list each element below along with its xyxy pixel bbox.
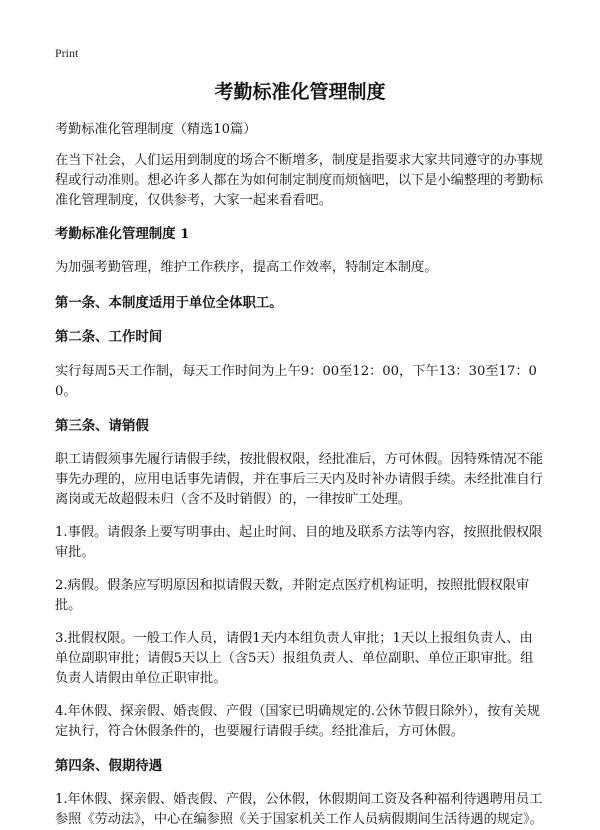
document-body [55,120,545,830]
article-heading: 第二条、工作时间 [55,329,163,345]
list-item: 1.年休假、探亲假、婚丧假、产假，公休假，休假期间工资及各种福利待遇聘用员工参照《劳动法》，中心在编参照《关于国家机关工作人员病假期间生活待遇的规定》。 [55,792,543,827]
article-heading: 第三条、请销假 [55,418,149,434]
article-paragraph: 实行每周5天工作制，每天工作时间为上午9：00至12：00，下午13：30至17：00。 [55,364,537,399]
list-item: 1.事假。请假条上要写明事由、起止时间、目的地及联系方法等内容，按照批假权限审批。 [55,525,543,560]
page-title: 考勤标准化管理制度 [214,81,386,103]
section-heading: 考勤标准化管理制度 1 [55,226,190,242]
article-heading: 第一条、本制度适用于单位全体职工。 [55,295,283,311]
article-paragraph: 职工请假须事先履行请假手续，按批假权限，经批准后，方可休假。因特殊情况不能事先办理的，应用电话事先请假，并在事后三天内及时补办请假手续。未经批准自行离岗或无故超假未归（含不及时销假）的，一律按旷工处理。 [55,452,543,507]
article-heading: 第四条、假期待遇 [55,758,163,774]
list-item: 4.年休假、探亲假、婚丧假、产假（国家已明确规定的.公休节假日除外），按有关规定执行，符合休假条件的，也要履行请假手续。经批准后，方可休假。 [55,704,540,739]
list-item: 3.批假权限。一般工作人员，请假1天内本组负责人审批；1天以上报组负责人、由单位副职审批；请假5天以上（含5天）报组负责人、单位副职、单位正职审批。组负责人请假由单位正职审批。 [55,631,534,686]
section-paragraph: 为加强考勤管理，维护工作秩序，提高工作效率，特制定本制度。 [55,260,438,275]
print-link[interactable]: Print [55,46,79,60]
list-item: 2.病假。假条应写明原因和拟请假天数，并附定点医疗机构证明，按照批假权限审批。 [55,578,530,613]
intro-paragraph: 在当下社会，人们运用到制度的场合不断增多，制度是指要求大家共同遵守的办事规程或行动准则。想必许多人都在为如何制定制度而烦恼吧，以下是小编整理的考勤标准化管理制度，仅供参考，大家一起来看看吧。 [55,153,543,208]
document-subtitle: 考勤标准化管理制度（精选10篇） [55,122,257,137]
